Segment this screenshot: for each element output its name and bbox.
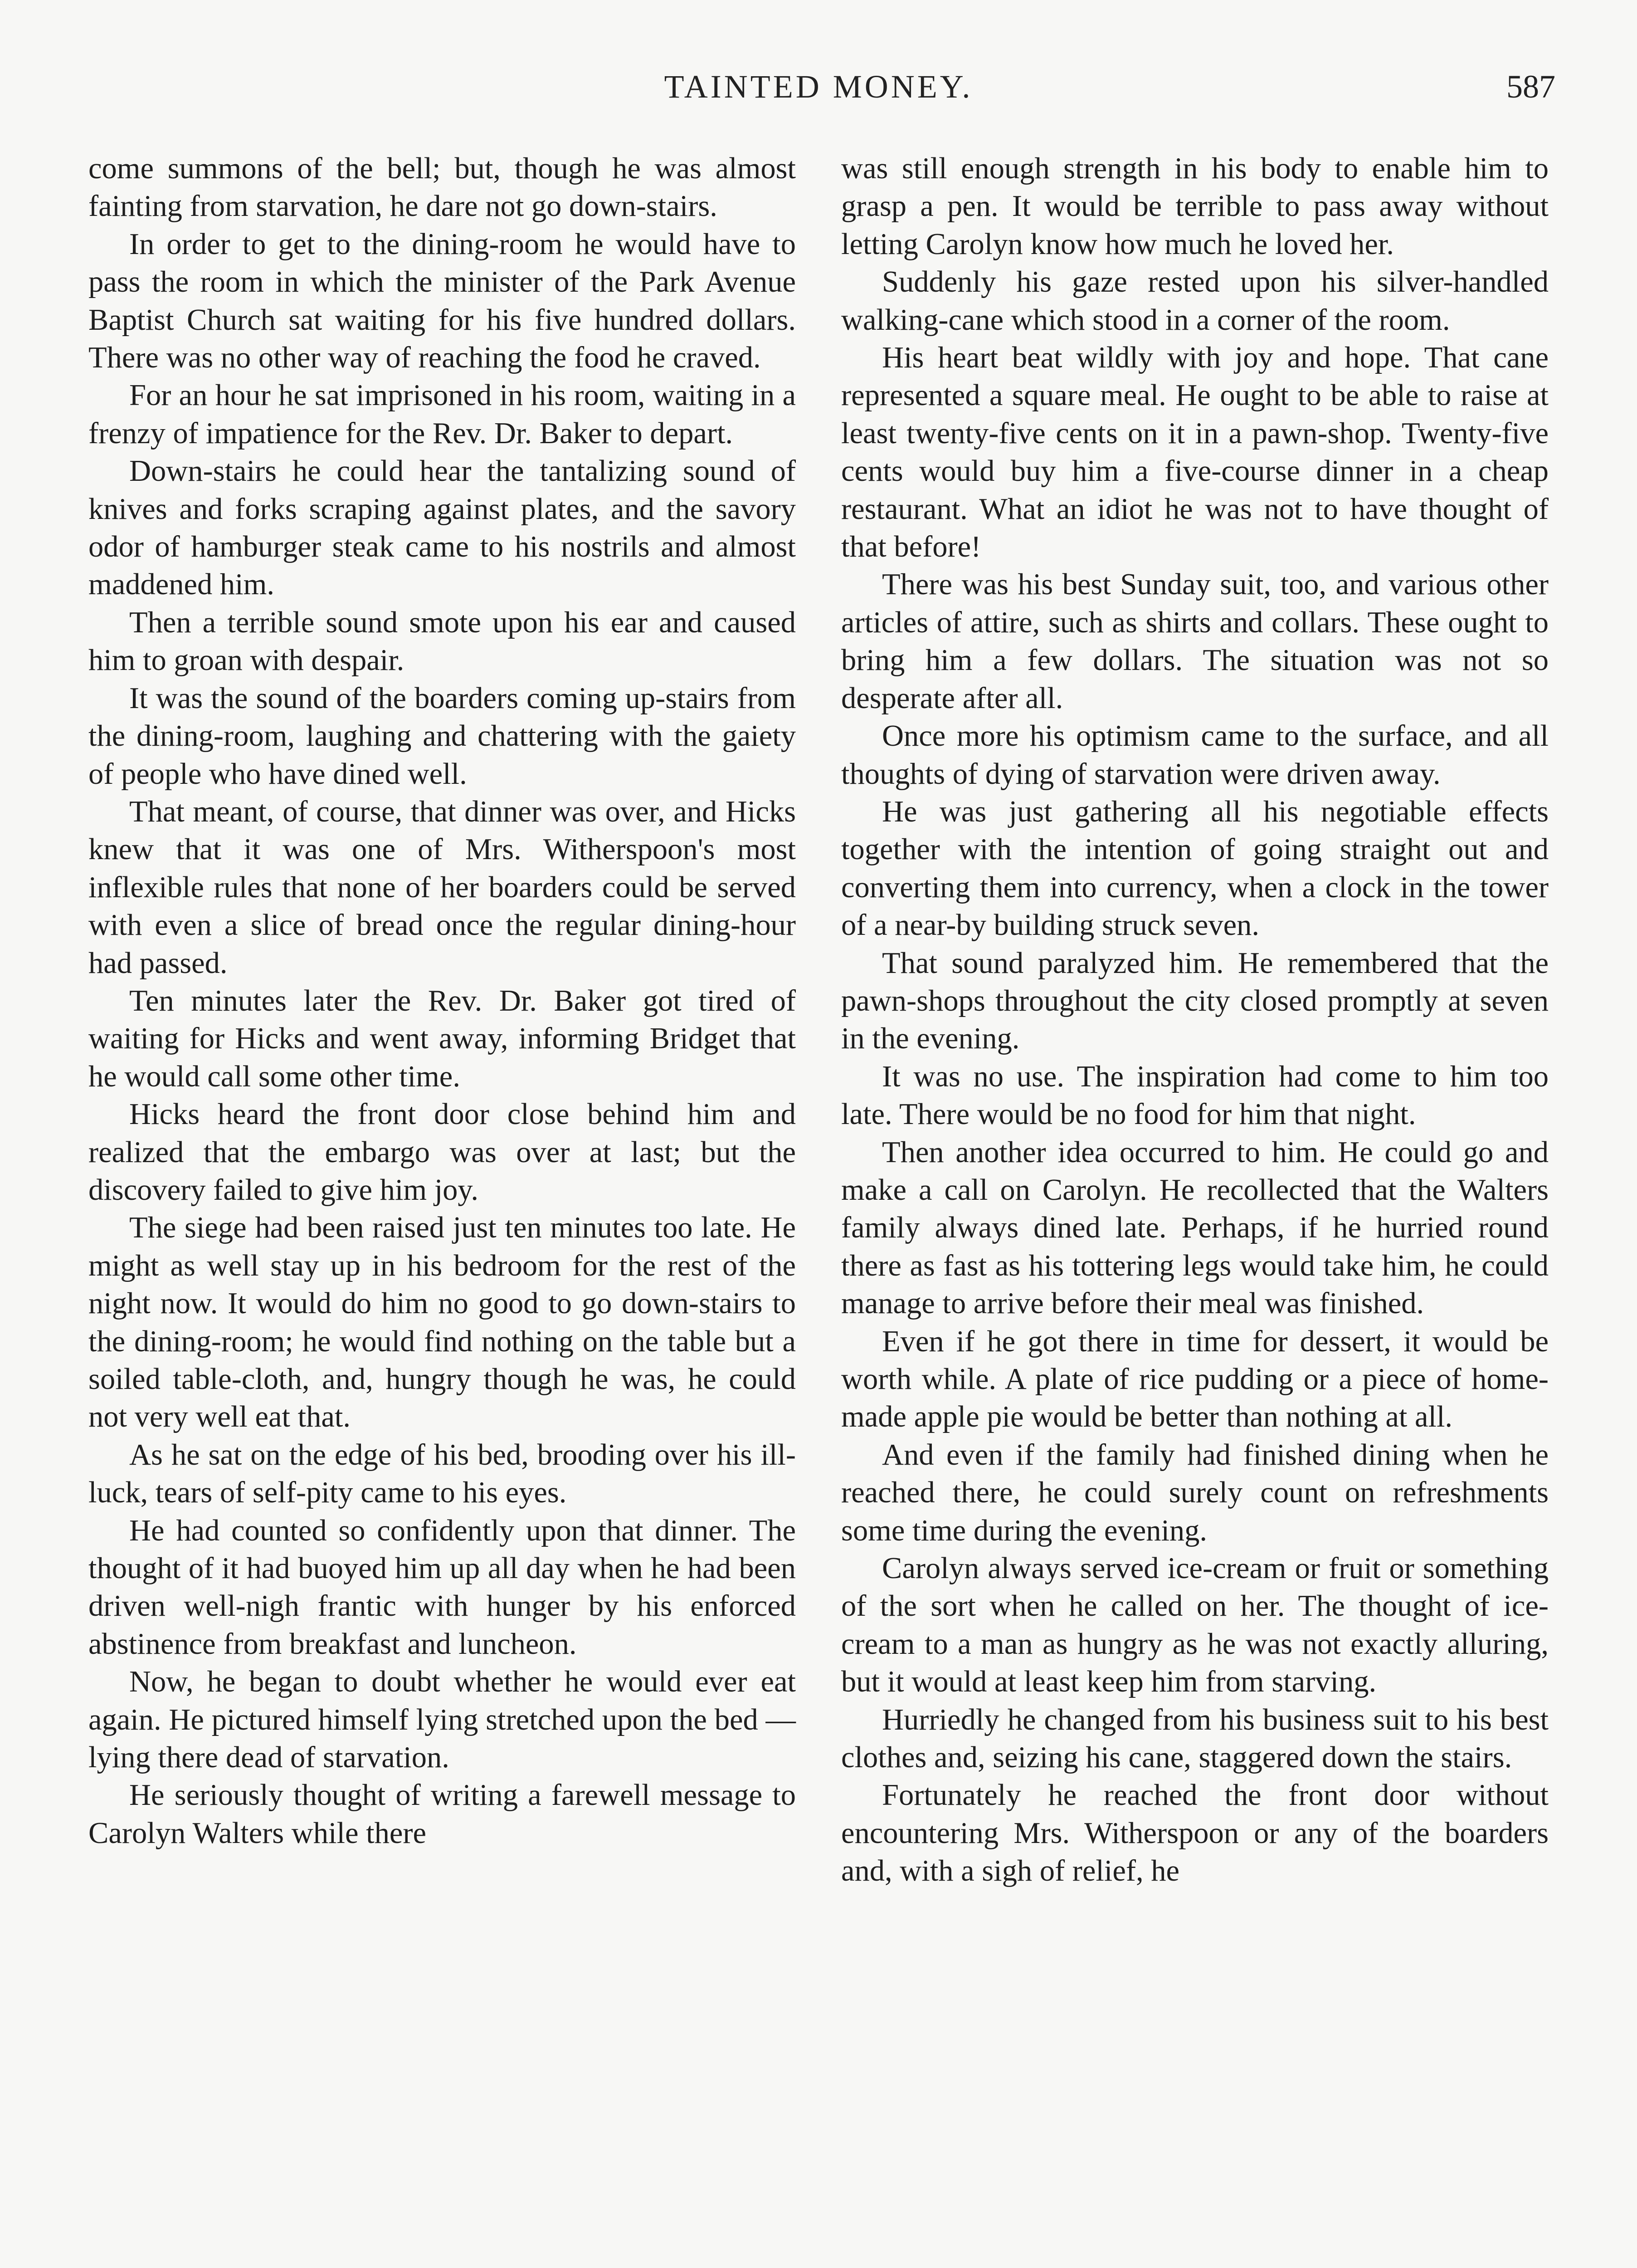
paragraph: come summons of the bell; but, though he was almost fainting from starvation, he dare not go down-stairs. [88,152,796,223]
running-title: TAINTED MONEY. [664,68,973,105]
paragraph: Suddenly his gaze rested upon his silver-handled walking-cane which stood in a corner of the room. [841,265,1549,337]
left-text-column [88,150,796,1852]
paragraph: Fortunately he reached the front door without encountering Mrs. Witherspoon or any of the boarders and, with a sigh of relief, he [841,1779,1549,1888]
paragraph: As he sat on the edge of his bed, brooding over his ill-luck, tears of self-pity came to his eyes. [88,1438,796,1510]
paragraph: In order to get to the dining-room he would have to pass the room in which the minister of the Park Avenue Baptist Church sat waiting for his five hundred dollars. There was no other way of reaching the food he craved. [88,227,796,375]
paragraph: His heart beat wildly with joy and hope. That cane represented a square meal. He ought to be able to raise at least twenty-five cents on it in a pawn-shop. Twenty-five cents would buy him a five-course dinner in a cheap restaurant. What an idiot he was not to have thought of that before! [841,341,1549,564]
paragraph: That sound paralyzed him. He remembered that the pawn-shops throughout the city closed promptly at seven in the evening. [841,946,1549,1056]
paragraph: Hurriedly he changed from his business suit to his best clothes and, seizing his cane, staggered down the stairs. [841,1703,1549,1774]
paragraph: There was his best Sunday suit, too, and various other articles of attire, such as shirts and collars. These ought to bring him a few dollars. The situation was not so desperate after all. [841,568,1549,715]
paragraph: Ten minutes later the Rev. Dr. Baker got tired of waiting for Hicks and went away, informing Bridget that he would call some other time. [88,984,796,1093]
paragraph: It was the sound of the boarders coming up-stairs from the dining-room, laughing and chattering with the gaiety of people who have dined well. [88,681,796,791]
paragraph: Down-stairs he could hear the tantalizing sound of knives and forks scraping against plates, and the savory odor of hamburger steak came to his nostrils and almost maddened him. [88,455,796,601]
running-header [82,68,1555,118]
paragraph: It was no use. The inspiration had come to him too late. There would be no food for him that night. [841,1060,1549,1131]
paragraph: He had counted so confidently upon that dinner. The thought of it had buoyed him up all day when he had been driven well-nigh frantic with hunger by his enforced abstinence from breakfast and luncheon. [88,1514,796,1661]
paragraph: That meant, of course, that dinner was over, and Hicks knew that it was one of Mrs. Witherspoon's most inflexible rules that none of her boarders could be served with even a slice of bread once the regular dining-hour had passed. [88,795,796,980]
paragraph: The siege had been raised just ten minutes too late. He might as well stay up in his bedroom for the rest of the night now. It would do him no good to go down-stairs to the dining-room; he would find nothing on the table but a soiled table-cloth, and, hungry though he was, he could not very well eat that. [88,1211,796,1434]
paragraph: For an hour he sat imprisoned in his room, waiting in a frenzy of impatience for the Rev. Dr. Baker to depart. [88,379,796,450]
paragraph: Once more his optimism came to the surface, and all thoughts of dying of starvation were driven away. [841,719,1549,791]
paragraph: Even if he got there in time for dessert, it would be worth while. A plate of rice pudding or a piece of home-made apple pie would be better than nothing at all. [841,1325,1549,1434]
paragraph: Carolyn always served ice-cream or fruit or something of the sort when he called on her. The thought of ice-cream to a man as hungry as he was not exactly alluring, but it would at least keep him from starving. [841,1552,1549,1699]
paragraph: He was just gathering all his negotiable effects together with the intention of going straight out and converting them into currency, when a clock in the tower of a near-by building struck seven. [841,795,1549,942]
paragraph: Hicks heard the front door close behind him and realized that the embargo was over at last; but the discovery failed to give him joy. [88,1098,796,1207]
page-number: 587 [1506,68,1555,105]
right-text-column [841,150,1549,1890]
paragraph: was still enough strength in his body to enable him to grasp a pen. It would be terrible to pass away without letting Carolyn know how much he loved her. [841,152,1549,261]
paragraph: He seriously thought of writing a farewell message to Carolyn Walters while there [88,1779,796,1850]
paragraph: Now, he began to doubt whether he would ever eat again. He pictured himself lying stretched upon the bed — lying there dead of starvation. [88,1665,796,1774]
paragraph: And even if the family had finished dining when he reached there, he could surely count on refreshments some time during the evening. [841,1438,1549,1547]
paragraph: Then a terrible sound smote upon his ear and caused him to groan with despair. [88,606,796,677]
paragraph: Then another idea occurred to him. He could go and make a call on Carolyn. He recollected that the Walters family always dined late. Perhaps, if he hurried round there as fast as his tottering legs would take him, he could manage to arrive before their meal was finished. [841,1135,1549,1320]
